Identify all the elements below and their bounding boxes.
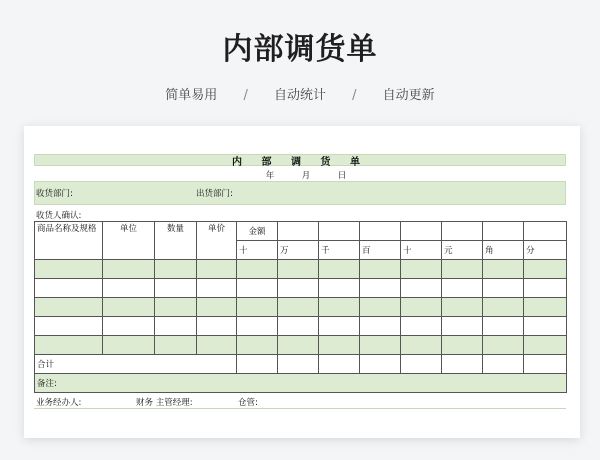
tag-auto-stat: 自动统计 xyxy=(273,88,326,103)
cell[interactable] xyxy=(483,260,524,279)
cell[interactable] xyxy=(401,298,442,317)
header-cell xyxy=(319,222,360,241)
cell[interactable] xyxy=(278,355,319,374)
cell[interactable] xyxy=(278,260,319,279)
cell[interactable] xyxy=(155,298,197,317)
cell[interactable] xyxy=(35,298,103,317)
header-cell xyxy=(524,222,567,241)
cell[interactable] xyxy=(237,336,278,355)
receive-dept-label: 收货部门: xyxy=(36,189,73,199)
table-row xyxy=(35,279,567,298)
cell[interactable] xyxy=(155,336,197,355)
cell[interactable] xyxy=(360,279,401,298)
cell[interactable] xyxy=(319,298,360,317)
cell[interactable] xyxy=(278,298,319,317)
cell[interactable] xyxy=(278,279,319,298)
dept-band xyxy=(34,181,566,205)
cell[interactable] xyxy=(35,336,103,355)
receiver-confirm-label: 收货人确认: xyxy=(36,211,82,221)
digit-label: 分 xyxy=(524,241,567,260)
cell[interactable] xyxy=(237,279,278,298)
col-qty-header: 数量 xyxy=(155,222,197,260)
table-row xyxy=(35,260,567,279)
cell[interactable] xyxy=(442,336,483,355)
digit-label: 十 xyxy=(401,241,442,260)
cell[interactable] xyxy=(35,260,103,279)
cell[interactable] xyxy=(442,279,483,298)
cell[interactable] xyxy=(524,355,567,374)
cell[interactable] xyxy=(155,317,197,336)
header-cell xyxy=(278,222,319,241)
cell[interactable] xyxy=(401,336,442,355)
cell[interactable] xyxy=(319,279,360,298)
header-cell xyxy=(401,222,442,241)
cell[interactable] xyxy=(237,298,278,317)
col-product-header: 商品名称及规格 xyxy=(35,222,103,260)
tag-easy: 简单易用 xyxy=(165,88,218,103)
tag-auto-update: 自动更新 xyxy=(382,88,435,103)
cell[interactable] xyxy=(401,355,442,374)
remark-label: 备注: xyxy=(35,374,567,393)
tag-separator: / xyxy=(243,88,248,103)
col-amount-header: 金额 xyxy=(237,222,278,241)
cell[interactable] xyxy=(237,260,278,279)
cell[interactable] xyxy=(360,317,401,336)
handler-label: 业务经办人: xyxy=(36,398,82,408)
page-title: 内部调货单 xyxy=(222,32,378,67)
cell[interactable] xyxy=(319,355,360,374)
form-title: 内 部 调 货 单 xyxy=(232,157,368,168)
goods-table xyxy=(34,221,567,393)
cell[interactable] xyxy=(155,260,197,279)
total-label: 合计 xyxy=(35,355,237,374)
cell[interactable] xyxy=(319,336,360,355)
cell[interactable] xyxy=(442,298,483,317)
table-row xyxy=(35,298,567,317)
cell[interactable] xyxy=(237,317,278,336)
cell[interactable] xyxy=(524,279,567,298)
cell[interactable] xyxy=(103,260,155,279)
remark-row xyxy=(35,374,567,393)
ship-dept-label: 出货部门: xyxy=(196,189,233,199)
cell[interactable] xyxy=(197,298,237,317)
header-cell xyxy=(360,222,401,241)
table-row xyxy=(35,317,567,336)
cell[interactable] xyxy=(524,336,567,355)
cell[interactable] xyxy=(483,298,524,317)
cell[interactable] xyxy=(360,260,401,279)
cell[interactable] xyxy=(442,317,483,336)
cell[interactable] xyxy=(197,317,237,336)
digit-label: 万 xyxy=(278,241,319,260)
cell[interactable] xyxy=(278,336,319,355)
cell[interactable] xyxy=(360,336,401,355)
table-header-row xyxy=(35,222,567,241)
cell[interactable] xyxy=(155,279,197,298)
col-unit-header: 单位 xyxy=(103,222,155,260)
cell[interactable] xyxy=(103,317,155,336)
header-cell xyxy=(483,222,524,241)
cell[interactable] xyxy=(401,317,442,336)
total-row xyxy=(35,355,567,374)
cell[interactable] xyxy=(442,355,483,374)
date-month: 月 xyxy=(301,171,311,181)
cell[interactable] xyxy=(360,298,401,317)
digit-label: 元 xyxy=(442,241,483,260)
cell[interactable] xyxy=(360,355,401,374)
cell[interactable] xyxy=(35,317,103,336)
digit-label: 百 xyxy=(360,241,401,260)
cell[interactable] xyxy=(483,317,524,336)
cell[interactable] xyxy=(524,317,567,336)
footer-line xyxy=(34,408,566,409)
cell[interactable] xyxy=(524,298,567,317)
tag-separator: / xyxy=(352,88,357,103)
cell[interactable] xyxy=(401,279,442,298)
cell[interactable] xyxy=(401,260,442,279)
date-year: 年 xyxy=(265,171,275,181)
cell[interactable] xyxy=(35,279,103,298)
warehouse-label: 仓管: xyxy=(238,398,258,408)
digit-label: 千 xyxy=(319,241,360,260)
cell[interactable] xyxy=(483,336,524,355)
table-row xyxy=(35,336,567,355)
cell[interactable] xyxy=(197,260,237,279)
cell[interactable] xyxy=(197,279,237,298)
cell[interactable] xyxy=(319,317,360,336)
cell[interactable] xyxy=(103,279,155,298)
finance-manager-label: 财务 主管经理: xyxy=(136,398,193,408)
cell[interactable] xyxy=(483,355,524,374)
spreadsheet-preview xyxy=(24,126,580,438)
date-day: 日 xyxy=(337,171,347,181)
cell[interactable] xyxy=(237,355,278,374)
cell[interactable] xyxy=(103,336,155,355)
digit-label: 角 xyxy=(483,241,524,260)
cell[interactable] xyxy=(524,260,567,279)
header-cell xyxy=(442,222,483,241)
cell[interactable] xyxy=(442,260,483,279)
cell[interactable] xyxy=(197,336,237,355)
cell[interactable] xyxy=(278,317,319,336)
cell[interactable] xyxy=(103,298,155,317)
digit-label: 十 xyxy=(237,241,278,260)
col-price-header: 单价 xyxy=(197,222,237,260)
cell[interactable] xyxy=(483,279,524,298)
cell[interactable] xyxy=(319,260,360,279)
feature-tags xyxy=(0,84,600,103)
